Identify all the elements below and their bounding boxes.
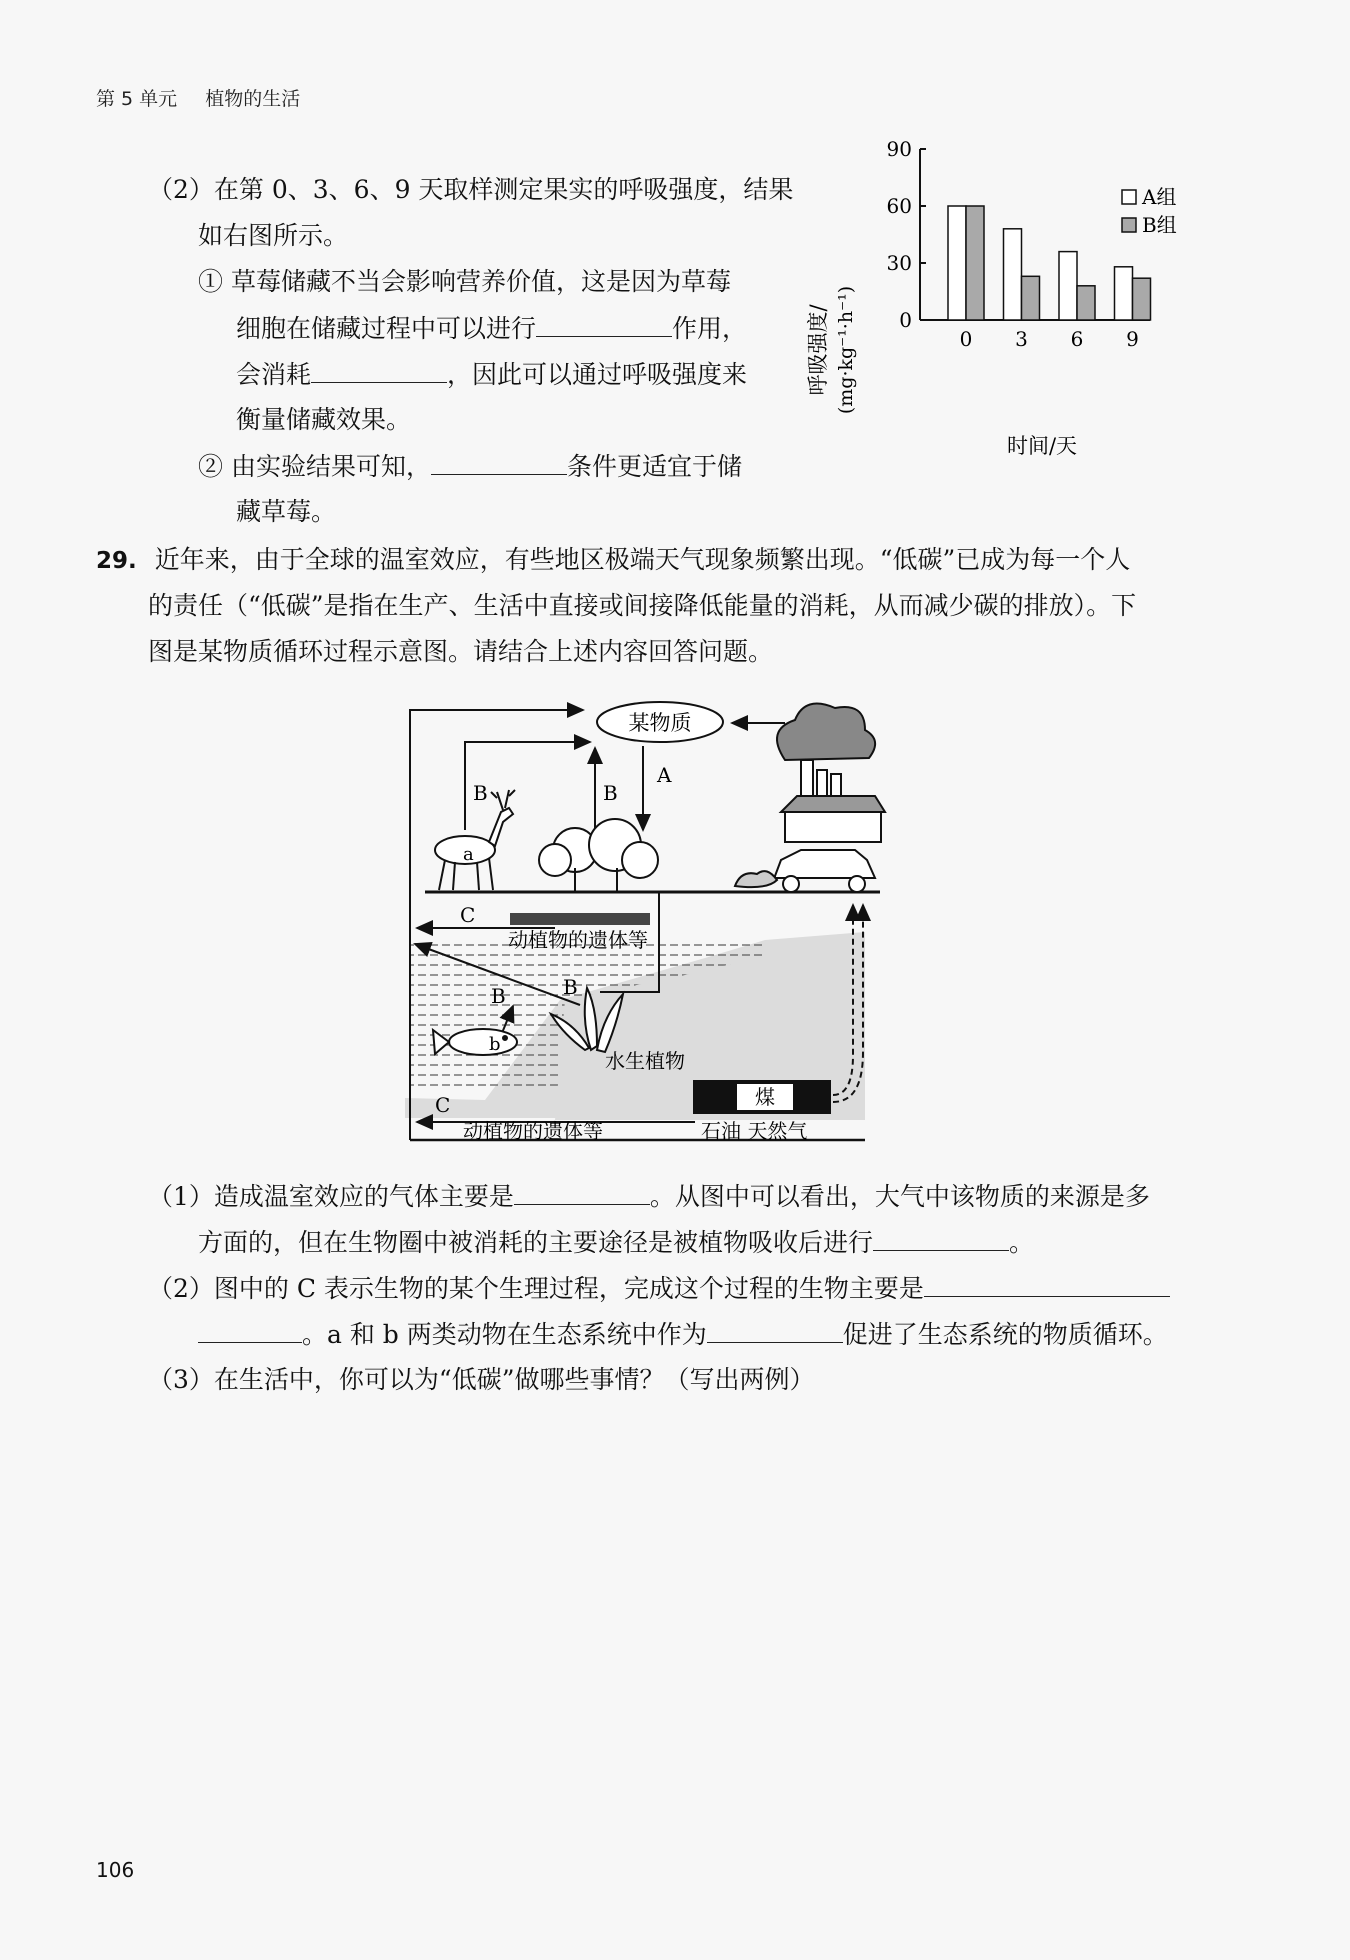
- legend-label-b: B组: [1142, 213, 1177, 237]
- q29-p3-line1: （3）在生活中，你可以为“低碳”做哪些事情？（写出两例）: [148, 1365, 815, 1394]
- chart-bar-a: [1115, 267, 1133, 320]
- q29-p1-line1: [148, 1178, 1150, 1215]
- label-c-top: C: [460, 903, 476, 927]
- chart-y-label: 呼吸强度/: [806, 304, 830, 396]
- chart-x-label: 时间/天: [1006, 434, 1078, 458]
- q29-p1-line2: [198, 1224, 1034, 1261]
- q28-part2-line2: 如右图所示。: [198, 221, 349, 250]
- label-b-fish: B: [491, 984, 506, 1008]
- label-a-process: A: [657, 763, 672, 787]
- q28-sub1-text-d: ，因此可以通过呼吸强度来: [447, 360, 748, 389]
- q29-p2-text-a: （2）图中的 C 表示生物的某个生理过程，完成这个过程的生物主要是: [148, 1274, 924, 1303]
- label-b-plants: B: [563, 975, 578, 999]
- q29-p1-text-b: 。从图中可以看出，大气中该物质的来源是多: [649, 1182, 1150, 1211]
- q28-sub1-text-c: 会消耗: [236, 360, 312, 389]
- q29-intro-line2: 的责任（“低碳”是指在生产、生活中直接或间接降低能量的消耗，从而减少碳的排放）。下: [148, 591, 1137, 620]
- remains-bottom-label: 动植物的遗体等: [463, 1119, 603, 1143]
- label-c-bottom: C: [435, 1093, 451, 1117]
- q29-p1-text-a: （1）造成温室效应的气体主要是: [148, 1182, 514, 1211]
- remains-top-label: 动植物的遗体等: [508, 928, 648, 952]
- q29-p1-text-c: 方面的，但在生物圈中被消耗的主要途径是被植物吸收后进行: [198, 1228, 874, 1257]
- label-b-deer: B: [473, 781, 488, 805]
- answer-blank-1[interactable]: [536, 310, 672, 337]
- animal-b-label: b: [489, 1034, 501, 1055]
- q28-sub2-line1: [198, 448, 742, 485]
- q28-sub1-line4: 衡量储藏效果。: [236, 405, 412, 434]
- answer-blank-5[interactable]: [873, 1224, 1009, 1251]
- chart-y-unit: (mg·kg⁻¹·h⁻¹): [835, 285, 857, 415]
- answer-blank-7[interactable]: [198, 1316, 302, 1343]
- deer-illustration: [435, 790, 515, 890]
- q29-p2-line2: [198, 1316, 1168, 1353]
- chart-bar-b: [1133, 278, 1151, 320]
- page-header: [96, 84, 300, 111]
- chart-bar-a: [1004, 229, 1022, 320]
- q28-sub1-line1: ① 草莓储藏不当会影响营养价值，这是因为草莓: [198, 267, 731, 296]
- q28-sub1-text-b: 作用，: [672, 314, 748, 343]
- q29-p2-text-b: 。a 和 b 两类动物在生态系统中作为: [302, 1320, 707, 1349]
- page-number: 106: [96, 1858, 135, 1882]
- q29-number: 29.: [96, 548, 137, 574]
- chapter-title: 植物的生活: [205, 88, 301, 110]
- chart-y-tick-label: 90: [886, 137, 912, 161]
- q28-sub2-text-a: ② 由实验结果可知，: [198, 452, 431, 481]
- respiration-bar-chart: [800, 137, 1220, 470]
- chart-x-tick-label: 0: [959, 327, 973, 351]
- q29-p1-text-d: 。: [1009, 1228, 1035, 1257]
- aquatic-plants-label: 水生植物: [605, 1049, 685, 1073]
- trees-illustration: [539, 819, 658, 892]
- carbon-cycle-diagram: [405, 700, 875, 1160]
- q28-part2-line1: （2）在第 0、3、6、9 天取样测定果实的呼吸强度，结果: [148, 175, 794, 204]
- chart-x-tick-label: 9: [1126, 327, 1139, 351]
- car-illustration: [735, 850, 875, 892]
- q28-sub2-text-b: 条件更适宜于储: [566, 452, 742, 481]
- chart-bar-a: [1059, 252, 1077, 320]
- q29-intro-text-1: 近年来，由于全球的温室效应，有些地区极端天气现象频繁出现。“低碳”已成为每一个人: [154, 545, 1131, 574]
- legend-swatch-b: [1122, 218, 1136, 232]
- chart-x-tick-label: 3: [1015, 327, 1028, 351]
- answer-blank-3[interactable]: [431, 448, 567, 475]
- q28-sub1-line3: [236, 356, 747, 393]
- animal-a-label: a: [463, 844, 474, 865]
- factory-illustration: [777, 704, 885, 842]
- q29-intro-line1: [96, 542, 1130, 579]
- unit-label: 第 5 单元: [96, 88, 178, 110]
- chart-y-tick-label: 60: [886, 194, 912, 218]
- q29-p2-text-c: 促进了生态系统的物质循环。: [842, 1320, 1168, 1349]
- chart-bar-b: [966, 206, 984, 320]
- chart-bar-b: [1022, 276, 1040, 320]
- chart-x-tick-label: 6: [1070, 327, 1084, 351]
- oil-gas-label: 石油 天然气: [701, 1119, 808, 1143]
- chart-y-tick-label: 0: [899, 308, 912, 332]
- chart-y-tick-label: 30: [886, 251, 912, 275]
- answer-blank-4[interactable]: [514, 1178, 650, 1205]
- q28-sub1-text-a: 细胞在储藏过程中可以进行: [236, 314, 537, 343]
- coal-label: 煤: [755, 1085, 775, 1109]
- answer-blank-8[interactable]: [707, 1316, 843, 1343]
- answer-blank-2[interactable]: [311, 356, 447, 383]
- legend-label-a: A组: [1142, 185, 1177, 209]
- label-b-trees: B: [603, 781, 618, 805]
- q29-p2-line1: [148, 1270, 1170, 1307]
- chart-bar-a: [948, 206, 966, 320]
- answer-blank-6[interactable]: [924, 1270, 1170, 1297]
- q28-sub2-line2: 藏草莓。: [236, 497, 337, 526]
- chart-bar-b: [1077, 286, 1095, 320]
- substance-label: 某物质: [628, 711, 692, 735]
- q28-sub1-line2: [236, 310, 747, 347]
- q29-intro-line3: 图是某物质循环过程示意图。请结合上述内容回答问题。: [148, 637, 774, 666]
- legend-swatch-a: [1122, 190, 1136, 204]
